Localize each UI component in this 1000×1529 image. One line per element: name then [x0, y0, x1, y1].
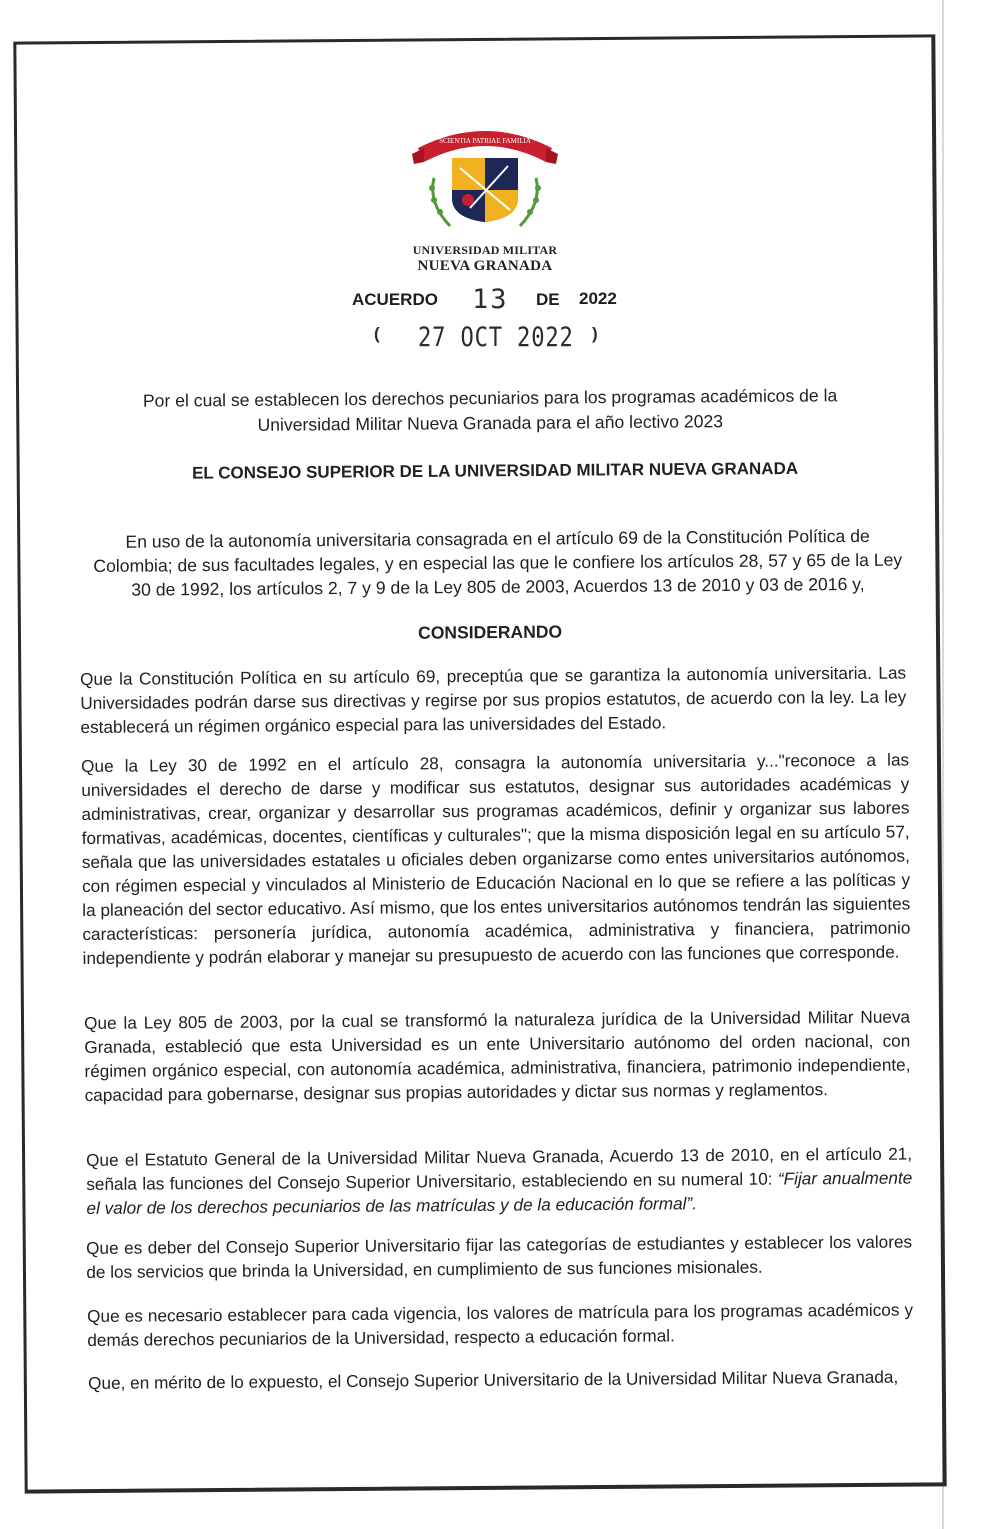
date-paren-close: ) [592, 324, 598, 343]
date-stamp-row [370, 320, 610, 360]
estatuto-text: Que el Estatuto General de la Universidad Militar Nueva Granada, Acuerdo 13 de 2010, en el artículo 21, señala las funciones del Consejo Superior Universitario, estableciendo en su numeral 10: [86, 1143, 913, 1194]
considerando-title: CONSIDERANDO [418, 621, 563, 643]
considerando-paragraph-7: Que, en mérito de lo expuesto, el Consejo Superior Universitario de la Universidad Militar Nueva Granada, [88, 1366, 899, 1393]
acuerdo-label: ACUERDO [352, 290, 438, 309]
crest-icon [410, 118, 560, 243]
acuerdo-number-stamp: 13 [472, 284, 509, 315]
document-subject: Por el cual se establecen los derechos pecuniarios para los programas académicos de la Universidad Militar Nueva Granada para el año lectivo 2023 [142, 385, 838, 435]
acuerdo-heading [340, 284, 640, 316]
estatuto-quote: “Fijar anualmente el valor de los derechos pecuniarios de las matrículas y de la educación formal”. [86, 1167, 913, 1218]
acuerdo-year: 2022 [579, 289, 617, 308]
considerando-paragraph-2: Que la Ley 30 de 1992 en el artículo 28, consagra la autonomía universitaria y..."reconoce a las universidades el derecho de darse y modificar sus estatutos, designar sus autoridades académicas y administrativas, crear, organizar y desarrollar sus programas académicos, definir y organizar sus labores formativas, académicas, docentes, científicas y culturales"; que la misma disposición legal en su artículo 57, señala que las universidades estatales u oficiales deben organizarse como entes universitarios autónomos, con régimen especial y vinculados al Ministerio de Educación Nacional en lo que se refiere a las políticas y la planeación del sector educativo. Así mismo, que los entes universitarios autónomos tendrán las siguientes características: personería jurídica, autonomía académica, administrativa y financiera, patrimonio independiente y podrán elaborar y manejar su presupuesto de acuerdo con las funciones que corresponde. [81, 749, 911, 968]
preamble-paragraph: En uso de la autonomía universitaria consagrada en el artículo 69 de la Constitución Política de Colombia; de sus facultades legales, y en especial las que le confiere los artículos 28, 57 y 65 de la Ley 30 de 1992, los artículos 2, 7 y 9 de la Ley 805 de 2003, Acuerdos 13 de 2010 y 03 de 2016 y, [93, 525, 903, 600]
crest-motto: SCIENTIA PATRIAE FAMILIA [439, 137, 531, 145]
considerando-paragraph-5: Que es deber del Consejo Superior Universitario fijar las categorías de estudiantes y establecer los valores de los servicios que brinda la Universidad, en cumplimiento de sus funciones misionales. [86, 1231, 913, 1282]
date-stamp: 27 OCT 2022 [418, 322, 574, 353]
university-name-line1: UNIVERSIDAD MILITAR [412, 243, 558, 257]
university-name [380, 242, 590, 274]
council-title: EL CONSEJO SUPERIOR DE LA UNIVERSIDAD MILITAR NUEVA GRANADA [191, 458, 799, 483]
considerando-paragraph-3: Que la Ley 805 de 2003, por la cual se transformó la naturaleza jurídica de la Universidad Militar Nueva Granada, estableció que esta Universidad es un ente Universitario autónomo del orden nacional, con régimen orgánico especial, con autonomía académica, administrativa, financiera, patrimonio independiente, capacidad para gobernarse, designar sus propias autoridades y dictar sus normas y reglamentos. [84, 1006, 911, 1105]
de-label: DE [536, 290, 560, 309]
considerando-paragraph-1: Que la Constitución Política en su artículo 69, preceptúa que se garantiza la autonomía universitaria. Las Universidades podrán darse sus directivas y regirse por sus propios estatutos, de acuerdo con la ley. La ley establecerá un régimen orgánico especial para las universidades del Estado. [80, 662, 907, 737]
date-paren-open: ( [374, 324, 380, 343]
considerando-paragraph-6: Que es necesario establecer para cada vigencia, los valores de matrícula para los programas académicos y demás derechos pecuniarios de la Universidad, respecto a educación formal. [87, 1299, 914, 1350]
university-name-line2: NUEVA GRANADA [417, 258, 553, 274]
considerando-paragraph-4 [86, 1142, 913, 1220]
